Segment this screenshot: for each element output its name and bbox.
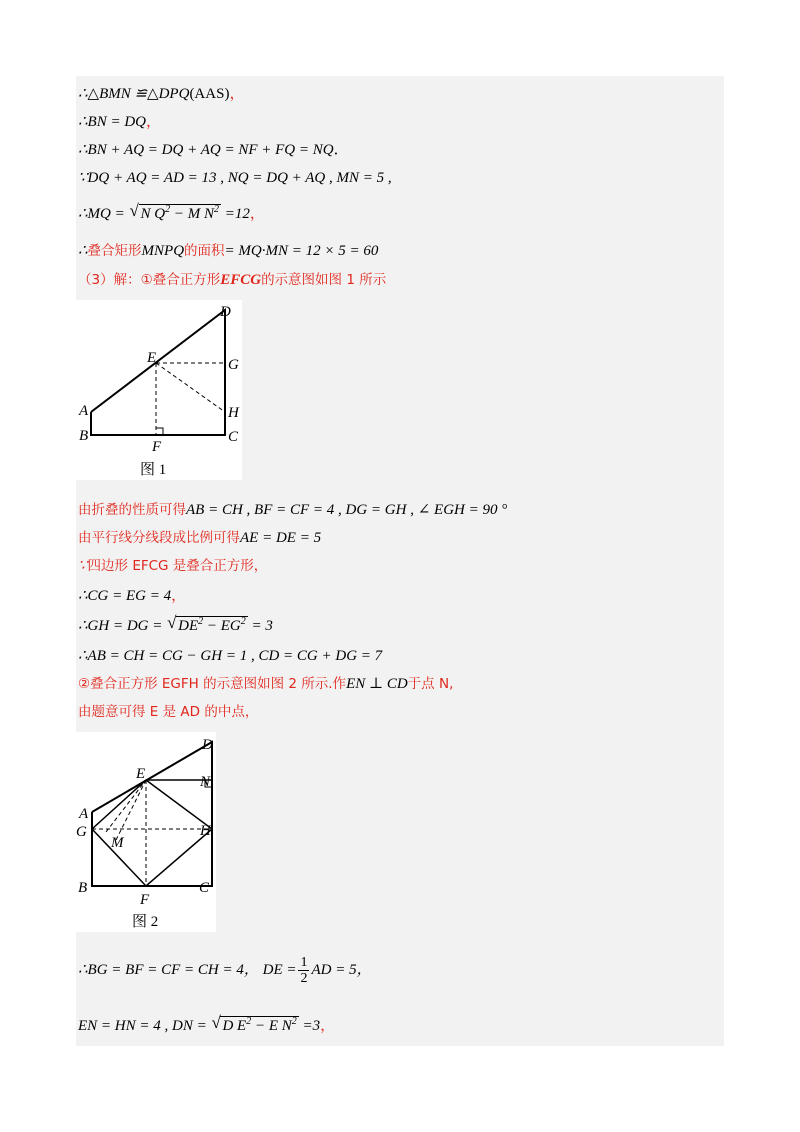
text: ②叠合正方形 EGFH 的示意图如图 2 所示.作: [78, 676, 347, 692]
text: ∴CG = EG = 4: [78, 588, 172, 604]
text: 1: [300, 955, 308, 971]
solution-panel: [76, 76, 724, 1046]
text: 的面积: [184, 243, 225, 259]
text: 2: [240, 616, 246, 627]
text: 2: [300, 971, 308, 987]
text: 2: [246, 1016, 252, 1027]
text: ∵: [78, 558, 88, 574]
line-sum: [78, 140, 349, 160]
text: ∴BN = DQ: [78, 114, 146, 130]
label-m: M: [111, 835, 124, 851]
text: ∵DQ + AQ = AD = 13 , NQ = DQ + AQ , MN = 5 ,: [78, 170, 392, 186]
label-a: A: [79, 403, 89, 419]
text: =3: [298, 1018, 321, 1034]
line-bn-dq: [78, 112, 161, 132]
figure-2-caption: 图 2: [132, 914, 159, 930]
text: 由平行线分线段成比例可得: [78, 530, 240, 546]
label-b: B: [78, 880, 88, 896]
text: 2: [165, 204, 171, 215]
sqrt-expression: √ $DE^2 - EG^2$: [167, 613, 246, 634]
text: − E N: [251, 1018, 292, 1034]
text: DE: [178, 618, 199, 634]
label-e: E: [136, 766, 146, 782]
line-bg: [78, 954, 372, 986]
fraction: [298, 955, 309, 986]
text: EFCG: [220, 272, 262, 288]
label-f: F: [140, 892, 150, 908]
text: 的示意图如图 1 所示: [261, 272, 387, 288]
label-d: D: [220, 304, 231, 320]
label-e: E: [147, 350, 157, 366]
text: AE = DE = 5: [240, 530, 322, 546]
line-ab: [78, 646, 382, 666]
line-folding: [78, 500, 507, 520]
label-n: N: [200, 774, 211, 790]
label-h: H: [228, 405, 239, 421]
line-cg: [78, 586, 186, 606]
text: EN = HN = 4 , DN =: [78, 1018, 207, 1034]
line-midpoint: [78, 702, 258, 722]
figure-1: [76, 300, 242, 480]
label-c: C: [199, 880, 210, 896]
line-square: [78, 556, 267, 576]
text: 由题意可得 E 是 AD 的中点，: [78, 704, 259, 720]
figure-2: [76, 732, 216, 932]
text: = 3: [247, 618, 273, 634]
sqrt-expression: √ N $Q^2 - M$ $N^2$: [129, 201, 219, 222]
sqrt-expression: √ D $E^2 - E$ $N^2$: [211, 1013, 297, 1034]
text: ，: [229, 86, 245, 102]
label-h: H: [200, 823, 211, 839]
line-gh: [78, 613, 273, 636]
text: EN ⊥ CD: [346, 676, 408, 692]
text: 四边形 EFCG 是叠合正方形，: [87, 558, 268, 574]
label-g: G: [76, 824, 87, 840]
text: 2: [213, 204, 219, 215]
line-congruence: [78, 84, 244, 104]
text: 2: [291, 1016, 297, 1027]
text: D E: [222, 1018, 247, 1034]
line-area: [78, 241, 378, 261]
text: ∴△BMN ≌△DPQ: [78, 86, 190, 102]
text: N Q: [140, 206, 166, 222]
label-c: C: [228, 429, 239, 445]
label-b: B: [79, 428, 89, 444]
text: 于点 N,: [407, 676, 454, 692]
text: ∴GH = DG =: [78, 618, 163, 634]
text: ∴BG = BF = CF = CH = 4， DE =: [78, 962, 297, 978]
line-mq: [78, 201, 265, 224]
text: ∴AB = CH = CG − GH = 1 , CD = CG + DG = 7: [78, 648, 383, 664]
figure-1-caption: 图 1: [140, 462, 167, 478]
text: AD = 5，: [311, 962, 372, 978]
line-because: [78, 168, 392, 188]
text: 叠合矩形: [87, 243, 142, 259]
text: =12: [220, 206, 250, 222]
line-en: [78, 1013, 336, 1036]
text: − M N: [170, 206, 214, 222]
text: MNPQ: [141, 243, 185, 259]
line-part2: [78, 674, 453, 694]
label-f: F: [152, 439, 162, 455]
text: ，: [320, 1018, 336, 1034]
text: （3）解：①叠合正方形: [78, 272, 221, 288]
text: 2: [198, 616, 204, 627]
text: (AAS): [189, 86, 230, 102]
line-parallel: [78, 528, 321, 548]
text: = MQ·MN = 12 × 5 = 60: [224, 243, 379, 259]
label-g: G: [228, 357, 239, 373]
label-a: A: [79, 806, 89, 822]
text: ∴: [78, 243, 88, 259]
line-part3-heading: [78, 270, 386, 290]
text: ∴BN + AQ = DQ + AQ = NF + FQ = NQ: [78, 142, 334, 158]
text: − EG: [203, 618, 241, 634]
text: AB = CH , BF = CF = 4 , DG = GH , ∠ EGH = 90 °: [186, 502, 508, 518]
text: ，: [249, 206, 265, 222]
text: ，: [146, 114, 162, 130]
text: ．: [333, 142, 349, 158]
text: 由折叠的性质可得: [78, 502, 186, 518]
text: ∴MQ =: [78, 206, 125, 222]
text: ，: [171, 588, 187, 604]
label-d: D: [202, 737, 213, 753]
